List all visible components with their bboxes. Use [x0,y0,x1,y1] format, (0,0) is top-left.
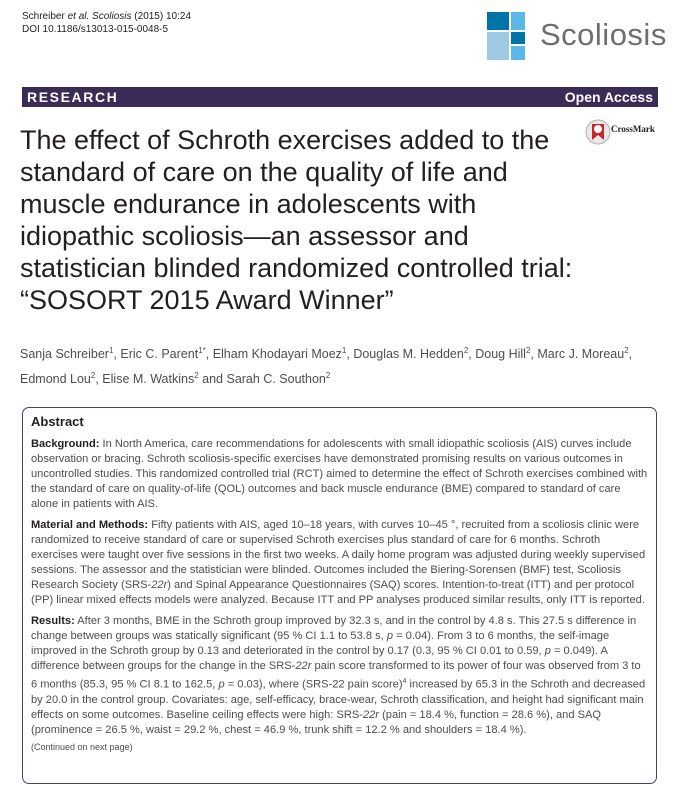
author-separator: , [346,347,354,362]
author-separator: and [198,372,227,387]
author-affiliation[interactable]: 2 [325,371,331,381]
author-name[interactable]: Sarah C. Southon [226,372,326,387]
open-access-label: Open Access [564,89,653,105]
author-affiliation[interactable]: 1 [341,346,347,355]
journal-name[interactable]: Scoliosis [540,17,667,52]
author-name[interactable]: Eric C. Parent [120,347,199,362]
section-banner [22,87,658,107]
section-label: RESEARCH [27,89,119,105]
author-separator: , [530,347,538,362]
author-affiliation[interactable]: 2 [194,371,199,381]
author-name[interactable]: Elise M. Watkins [102,372,195,387]
abstract-heading: Abstract [31,414,84,429]
author-separator: , [628,347,633,362]
citation-block [22,10,191,36]
abstract-results: Results: After 3 months, BME in the Schroth group improved by 32.3 s, and in the control by 4.8 s. This 27.5 s difference in change between groups was statically significant (95 % CI 1.1 to 53.8 s, p = 0.04). From 3 to 6 months, the self-image improved in the Schroth group by 0.13 and deteriorated in the control by 0.17 (0.3, 95 % CI 0.01 to 0.59, p = 0.049). A difference between groups for the change in the SRS-22r pain score transformed to its power of four was observed from 3 to 6 months (85.3, 95 % CI 8.1 to 162.5, p = 0.03), where (SRS-22 pain score)$^4$ increased by 65.3 in the Schroth and decreased by 20.0 in the control group. Covariates: age, self-efficacy, brace-wear, Schroth classification, and height had significant main effects on some outcomes. Baseline ceiling effects were high: SRS-22r (pain = 18.4 %, function = 28.6 %), and SAQ (prominence = 26.5 %, waist = 29.2 %, chest = 46.9 %, trunk shift = 12.2 % and shoulders = 18.4 %). [31,615,646,736]
author-name[interactable]: Sanja Schreiber [20,347,109,362]
doi[interactable]: DOI 10.1186/s13013-015-0048-5 [22,24,169,35]
author-separator: , [468,347,476,362]
article-title: The effect of Schroth exercises added to the standard of care on the quality of life and muscle endurance in adolescents with idiopathic scoliosis—an assessor and statistician blinded randomized controlled trial: “SOSORT 2015 Award Winner” [20,125,573,315]
author-name[interactable]: Elham Khodayari Moez [212,347,342,362]
author-separator: , [205,347,213,362]
author-affiliation[interactable]: 2 [525,346,531,355]
author-name[interactable]: Marc J. Moreau [537,347,625,362]
author-affiliation[interactable]: 1* [198,346,206,355]
abstract-background: Background: In North America, care recommendations for adolescents with small idiopathic scoliosis (AIS) curves include observation or bracing. Schroth scoliosis-specific exercises have demonstrated promising results on various outcomes in uncontrolled studies. This randomized controlled trial (RCT) aimed to determine the effect of Schroth exercises combined with the standard of care on quality-of-life (QOL) outcomes and back muscle endurance (BME) compared to standard of care alone in patients with AIS. [31,438,648,510]
author-name[interactable]: Douglas M. Hedden [353,347,464,362]
abstract-methods: Material and Methods: Fifty patients with AIS, aged 10–18 years, with curves 10–45 °, recruited from a scoliosis clinic were randomized to receive standard of care or supervised Schroth exercises plus standard of care for 6 months. Schroth exercises were taught over five sessions in the first two weeks. A daily home program was adjusted during weekly supervised sessions. The assessor and the statistician were blinded. Outcomes included the Biering-Sorensen (BMF) test, Scoliosis Research Society (SRS-22r) and Spinal Appearance Questionnaires (SAQ) scores. Intention-to-treat (ITT) and per protocol (PP) linear mixed effects models were analyzed. Because ITT and PP analyses produced similar results, only ITT is reported. [31,519,646,606]
continued-note: (Continued on next page) [31,741,133,752]
author-separator: , [95,372,103,387]
author-affiliation[interactable]: 2 [463,346,469,355]
crossmark-label[interactable]: CrossMark [611,124,655,134]
author-list [20,340,660,390]
author-affiliation[interactable]: 1 [108,346,114,355]
author-affiliation[interactable]: 2 [624,346,629,355]
author-name[interactable]: Edmond Lou [20,372,91,387]
author-name[interactable]: Doug Hill [475,347,526,362]
author-affiliation[interactable]: 2 [90,371,96,381]
abstract-box [22,407,657,784]
author-separator: , [113,347,121,362]
citation-line: Schreiber et al. Scoliosis (2015) 10:24 [22,11,192,22]
